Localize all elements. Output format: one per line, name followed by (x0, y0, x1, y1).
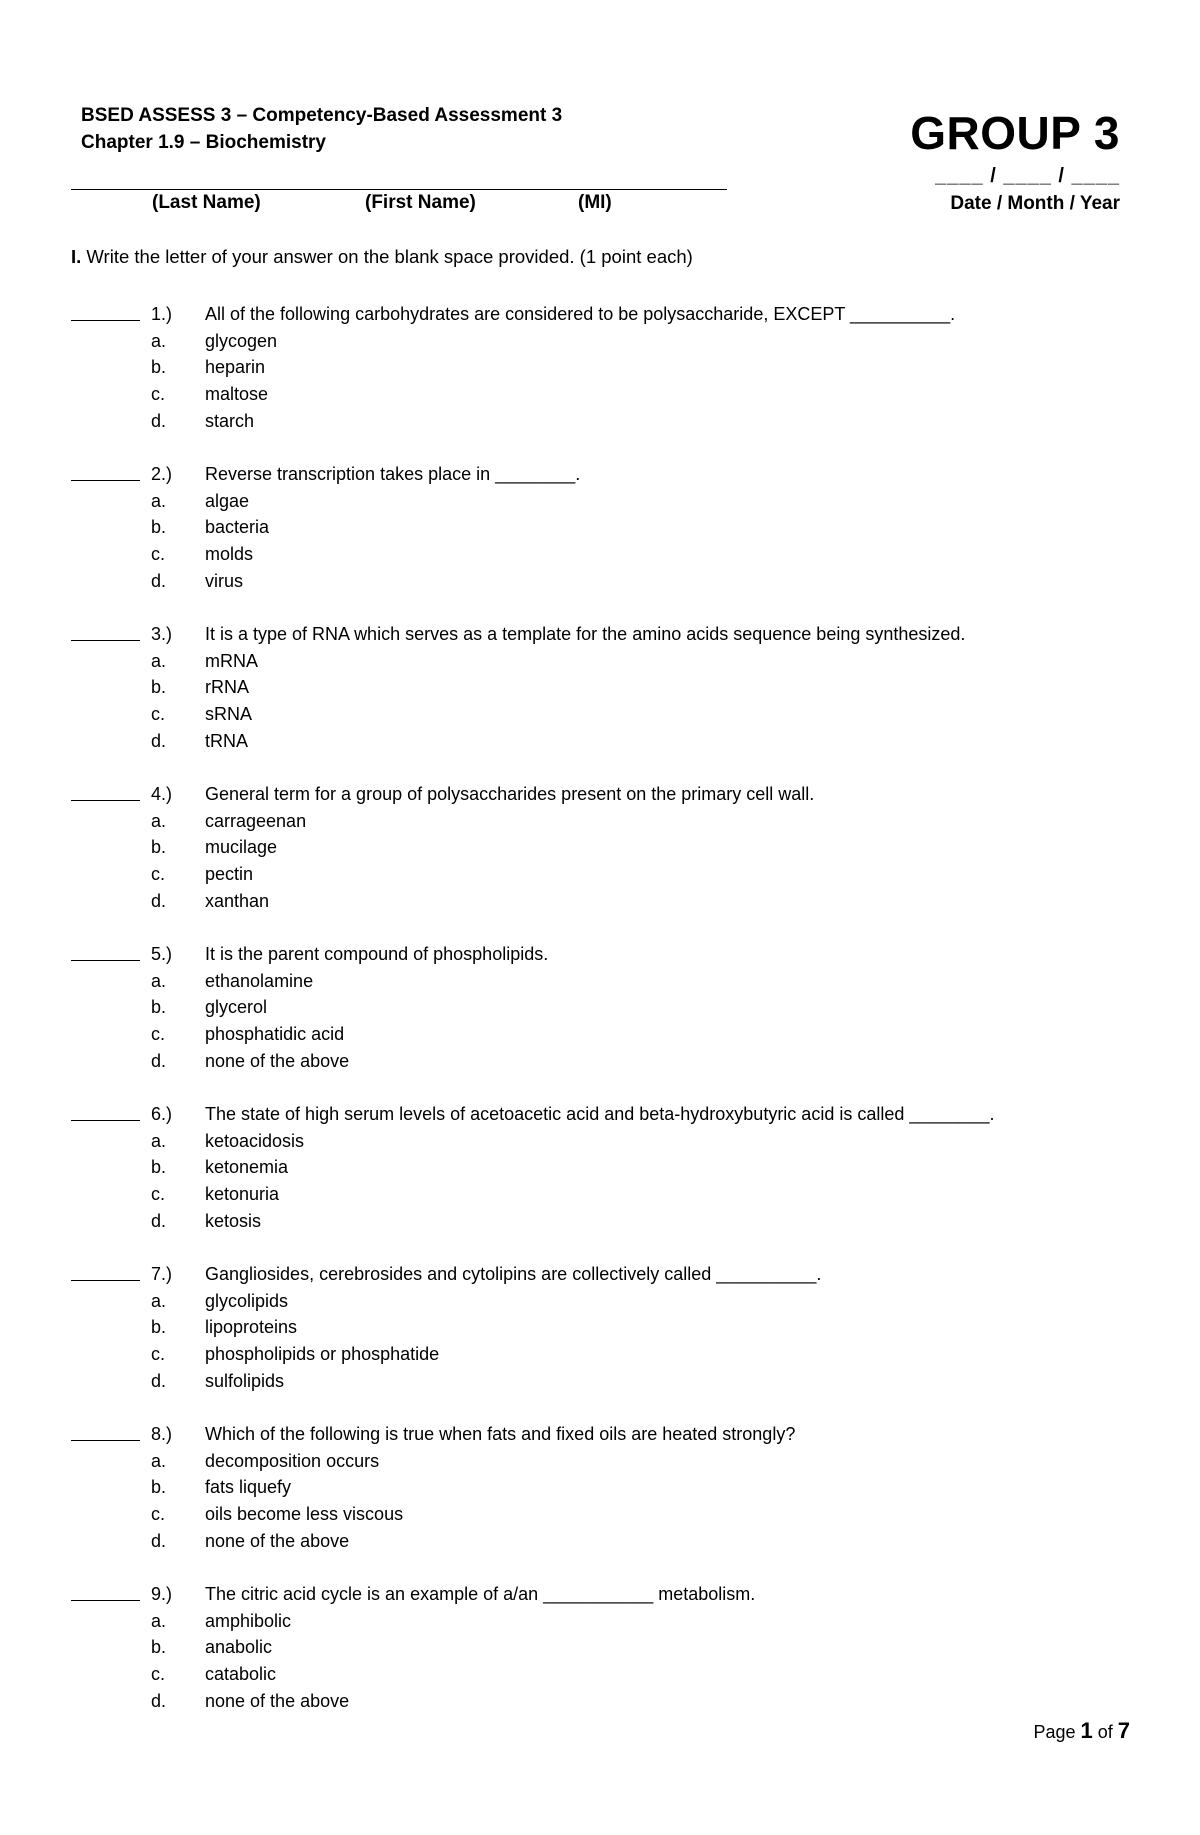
question-item (0, 1261, 1200, 1421)
option-text: rRNA (205, 677, 249, 698)
option-text: lipoproteins (205, 1317, 298, 1338)
answer-blank[interactable] (71, 640, 140, 641)
answer-option (0, 1474, 1200, 1501)
answer-blank[interactable] (71, 480, 140, 481)
option-text: starch (205, 410, 255, 431)
option-letter: c. (151, 544, 166, 565)
answer-option (0, 1608, 1200, 1635)
question-item (0, 1581, 1200, 1741)
answer-option (0, 1341, 1200, 1368)
question-line (0, 621, 1200, 648)
of-word: of (1092, 1722, 1118, 1742)
answer-blank[interactable] (71, 800, 140, 801)
option-text: virus (205, 570, 244, 591)
answer-option (0, 1181, 1200, 1208)
option-text: sulfolipids (205, 1370, 285, 1391)
answer-option (0, 648, 1200, 675)
question-number: 3.) (151, 624, 173, 644)
option-text: maltose (205, 384, 269, 405)
option-letter: b. (151, 837, 167, 858)
option-text: ketonemia (205, 1157, 289, 1178)
option-letter: d. (151, 570, 167, 591)
current-page: 1 (1080, 1718, 1093, 1743)
answer-option (0, 834, 1200, 861)
question-line (0, 941, 1200, 968)
question-line (0, 1101, 1200, 1128)
answer-option (0, 888, 1200, 915)
answer-option (0, 1501, 1200, 1528)
option-text: sRNA (205, 704, 253, 725)
date-label: Date / Month / Year (950, 193, 1120, 214)
question-line (0, 461, 1200, 488)
question-number: 4.) (151, 784, 173, 804)
option-letter: a. (151, 490, 167, 511)
answer-blank[interactable] (71, 320, 140, 321)
option-letter: c. (151, 1664, 166, 1685)
answer-option (0, 1288, 1200, 1315)
option-text: mucilage (205, 837, 278, 858)
option-letter: b. (151, 1637, 167, 1658)
option-letter: c. (151, 1344, 166, 1365)
option-text: tRNA (205, 730, 249, 751)
option-text: algae (205, 490, 250, 511)
question-number: 2.) (151, 464, 173, 484)
question-number: 7.) (151, 1264, 173, 1284)
option-letter: d. (151, 1690, 167, 1711)
option-letter: c. (151, 384, 166, 405)
date-blanks[interactable]: ____ / ____ / ____ (935, 165, 1120, 187)
option-letter: c. (151, 1024, 166, 1045)
answer-option (0, 354, 1200, 381)
option-text: phospholipids or phosphatide (205, 1344, 440, 1365)
option-letter: b. (151, 357, 167, 378)
option-letter: d. (151, 410, 167, 431)
answer-option (0, 861, 1200, 888)
option-text: heparin (205, 357, 266, 378)
answer-blank[interactable] (71, 1120, 140, 1121)
option-text: fats liquefy (205, 1477, 292, 1498)
chapter-title: Chapter 1.9 – Biochemistry (81, 132, 326, 153)
option-text: amphibolic (205, 1610, 292, 1631)
section-number: I. (71, 246, 82, 267)
answer-option (0, 1208, 1200, 1235)
instructions-text: Write the letter of your answer on the blank space provided. (1 point each) (81, 246, 693, 267)
question-text: Reverse transcription takes place in ________. (205, 464, 581, 484)
question-item (0, 461, 1200, 621)
answer-option (0, 1661, 1200, 1688)
option-letter: b. (151, 1317, 167, 1338)
option-letter: b. (151, 997, 167, 1018)
question-line (0, 1581, 1200, 1608)
question-number: 9.) (151, 1584, 173, 1604)
option-letter: d. (151, 890, 167, 911)
option-text: ketonuria (205, 1184, 280, 1205)
option-text: none of the above (205, 1530, 350, 1551)
answer-option (0, 1528, 1200, 1555)
option-text: pectin (205, 864, 254, 885)
group-title: GROUP 3 (910, 107, 1120, 159)
answer-option (0, 541, 1200, 568)
page-footer (1033, 1718, 1130, 1744)
answer-option (0, 674, 1200, 701)
question-item (0, 1101, 1200, 1261)
option-text: glycogen (205, 330, 278, 351)
answer-option (0, 808, 1200, 835)
option-text: none of the above (205, 1690, 350, 1711)
question-number: 8.) (151, 1424, 173, 1444)
option-letter: a. (151, 1130, 167, 1151)
option-letter: a. (151, 1450, 167, 1471)
option-letter: c. (151, 864, 166, 885)
answer-option (0, 701, 1200, 728)
option-text: ethanolamine (205, 970, 314, 991)
option-letter: a. (151, 330, 167, 351)
option-text: phosphatidic acid (205, 1024, 345, 1045)
question-item (0, 1421, 1200, 1581)
question-list (0, 301, 1200, 1741)
option-text: glycolipids (205, 1290, 289, 1311)
option-text: decomposition occurs (205, 1450, 380, 1471)
option-letter: d. (151, 1050, 167, 1071)
answer-option (0, 1634, 1200, 1661)
answer-blank[interactable] (71, 1280, 140, 1281)
question-item (0, 301, 1200, 461)
option-letter: b. (151, 1157, 167, 1178)
answer-option (0, 328, 1200, 355)
answer-blank[interactable] (71, 960, 140, 961)
name-blank-line[interactable] (71, 189, 727, 190)
option-letter: a. (151, 650, 167, 671)
question-number: 6.) (151, 1104, 173, 1124)
mi-label: (MI) (578, 192, 612, 213)
option-text: oils become less viscous (205, 1504, 404, 1525)
option-letter: a. (151, 1290, 167, 1311)
question-item (0, 781, 1200, 941)
option-letter: b. (151, 677, 167, 698)
question-line (0, 1261, 1200, 1288)
option-letter: b. (151, 517, 167, 538)
question-text: The state of high serum levels of acetoacetic acid and beta-hydroxybutyric acid is called ________. (205, 1104, 995, 1124)
question-text: It is the parent compound of phospholipids. (205, 944, 549, 964)
header-block (81, 102, 562, 156)
question-text: All of the following carbohydrates are considered to be polysaccharide, EXCEPT __________. (205, 304, 956, 324)
option-text: none of the above (205, 1050, 350, 1071)
option-text: catabolic (205, 1664, 277, 1685)
question-line (0, 1421, 1200, 1448)
option-letter: c. (151, 704, 166, 725)
option-text: mRNA (205, 650, 258, 671)
option-text: carrageenan (205, 810, 307, 831)
instructions (71, 246, 693, 268)
option-text: xanthan (205, 890, 270, 911)
answer-option (0, 1314, 1200, 1341)
option-text: molds (205, 544, 254, 565)
answer-option (0, 408, 1200, 435)
question-item (0, 941, 1200, 1101)
question-line (0, 301, 1200, 328)
answer-option (0, 1048, 1200, 1075)
question-text: General term for a group of polysaccharides present on the primary cell wall. (205, 784, 815, 804)
answer-option (0, 488, 1200, 515)
option-letter: a. (151, 810, 167, 831)
option-letter: d. (151, 1210, 167, 1231)
option-text: anabolic (205, 1637, 273, 1658)
option-letter: a. (151, 1610, 167, 1631)
option-text: glycerol (205, 997, 268, 1018)
answer-option (0, 1021, 1200, 1048)
answer-option (0, 568, 1200, 595)
option-letter: d. (151, 1370, 167, 1391)
option-letter: c. (151, 1184, 166, 1205)
question-number: 1.) (151, 304, 173, 324)
question-line (0, 781, 1200, 808)
option-letter: d. (151, 1530, 167, 1551)
total-pages: 7 (1117, 1718, 1130, 1743)
answer-blank[interactable] (71, 1600, 140, 1601)
answer-option (0, 1368, 1200, 1395)
option-letter: b. (151, 1477, 167, 1498)
page-word: Page (1033, 1722, 1081, 1742)
question-text: Which of the following is true when fats and fixed oils are heated strongly? (205, 1424, 796, 1444)
answer-option (0, 728, 1200, 755)
question-text: The citric acid cycle is an example of a/an ___________ metabolism. (205, 1584, 756, 1604)
answer-option (0, 1448, 1200, 1475)
answer-option (0, 1128, 1200, 1155)
first-name-label: (First Name) (365, 192, 476, 213)
question-text: Gangliosides, cerebrosides and cytolipins are collectively called __________. (205, 1264, 822, 1284)
option-text: ketoacidosis (205, 1130, 305, 1151)
option-letter: a. (151, 970, 167, 991)
answer-option (0, 514, 1200, 541)
answer-option (0, 381, 1200, 408)
question-number: 5.) (151, 944, 173, 964)
answer-option (0, 1154, 1200, 1181)
question-item (0, 621, 1200, 781)
answer-option (0, 994, 1200, 1021)
option-letter: c. (151, 1504, 166, 1525)
answer-option (0, 968, 1200, 995)
question-text: It is a type of RNA which serves as a template for the amino acids sequence being synthesized. (205, 624, 966, 644)
answer-blank[interactable] (71, 1440, 140, 1441)
last-name-label: (Last Name) (152, 192, 261, 213)
answer-option (0, 1688, 1200, 1715)
option-letter: d. (151, 730, 167, 751)
option-text: ketosis (205, 1210, 262, 1231)
course-title: BSED ASSESS 3 – Competency-Based Assessment 3 (81, 105, 563, 126)
option-text: bacteria (205, 517, 270, 538)
